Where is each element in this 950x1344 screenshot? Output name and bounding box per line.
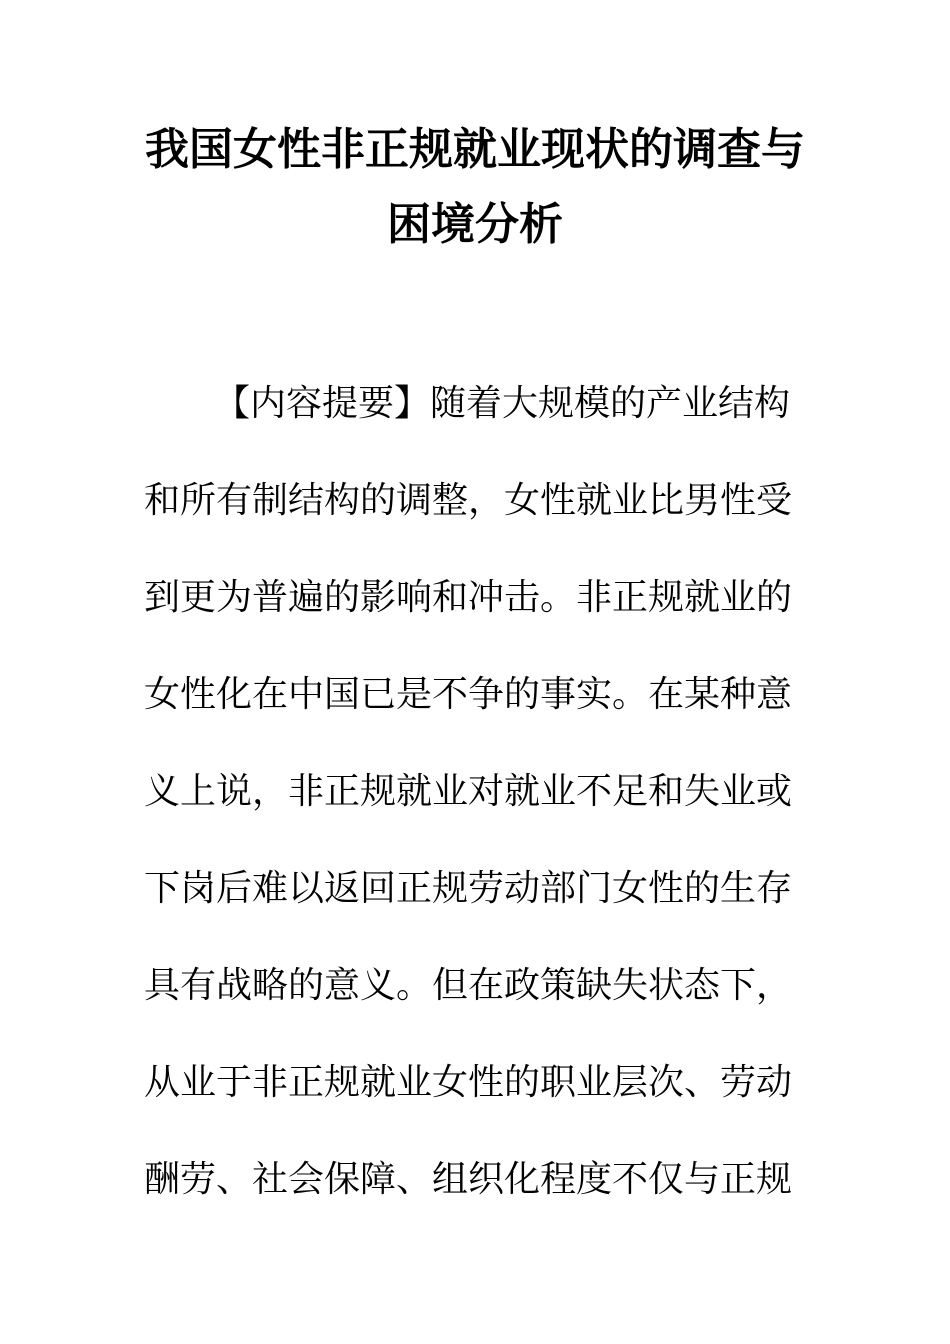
abstract-line: 具有战略的意义。但在政策缺失状态下， (144, 965, 793, 1005)
abstract-line: 义上说，非正规就业对就业不足和失业或 (144, 771, 793, 811)
abstract-line: 下岗后难以返回正规劳动部门女性的生存 (144, 868, 793, 908)
abstract-line: 到更为普遍的影响和冲击。非正规就业的 (144, 577, 793, 617)
abstract-paragraph (144, 355, 806, 1228)
abstract-line: 酬劳、社会保障、组织化程度不仅与正规 (144, 1159, 793, 1199)
abstract-line: 和所有制结构的调整，女性就业比男性受 (144, 480, 793, 520)
title-line-1: 我国女性非正规就业现状的调查与 (145, 125, 805, 174)
title-line-2: 困境分析 (387, 200, 563, 249)
abstract-line: 从业于非正规就业女性的职业层次、劳动 (144, 1062, 793, 1102)
abstract-line: 女性化在中国已是不争的事实。在某种意 (144, 674, 793, 714)
document-title (0, 112, 950, 262)
abstract-line: 【内容提要】随着大规模的产业结构 (214, 383, 791, 423)
